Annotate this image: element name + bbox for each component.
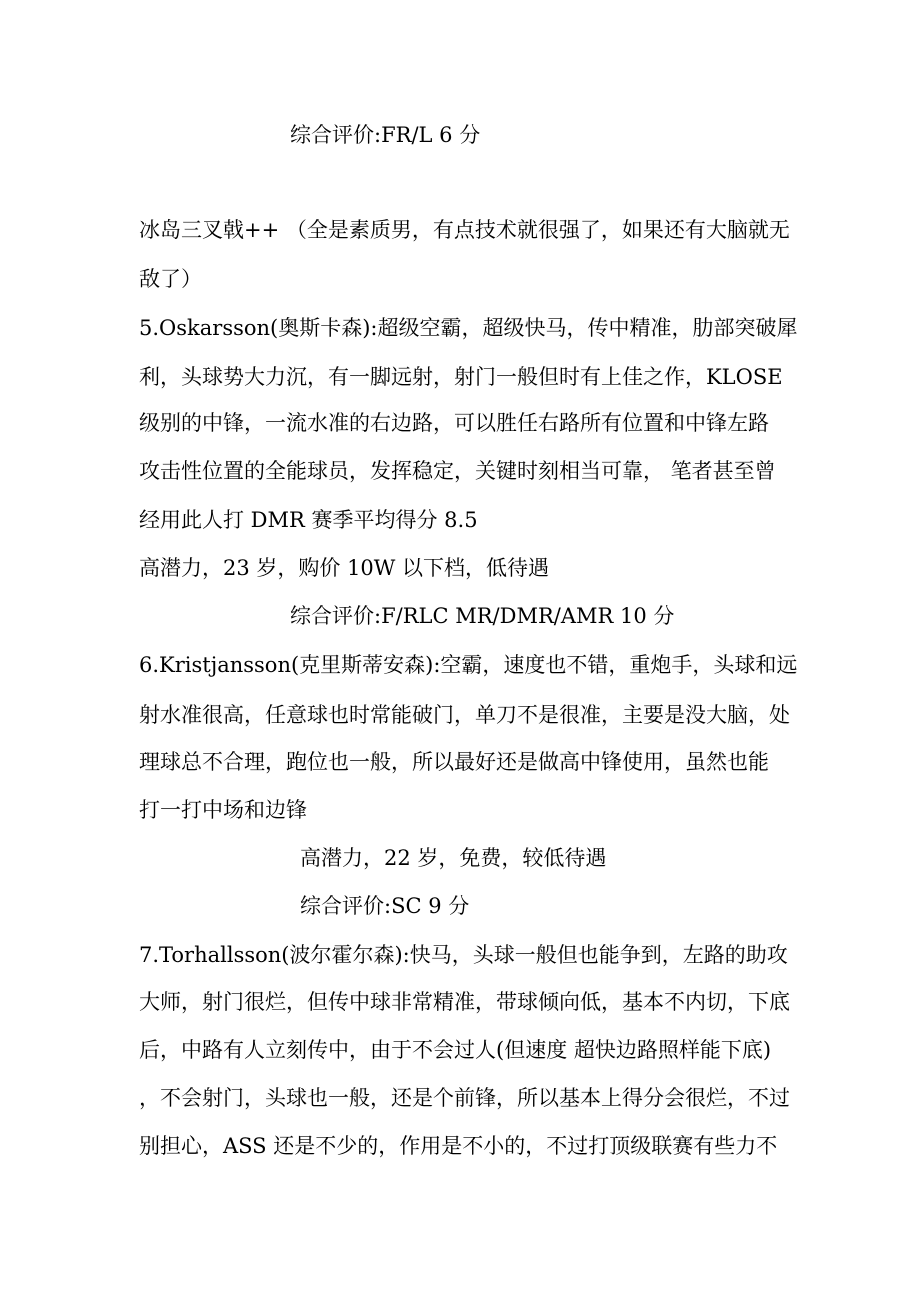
player-7-desc-line-5: 别担心，ASS 还是不少的，作用是不小的，不过打顶级联赛有些力不 [139, 1134, 778, 1158]
section-heading: 冰岛三叉戟++ （全是素质男，有点技术就很强了，如果还有大脑就无 [139, 218, 790, 242]
player-5-desc-line-4: 攻击性位置的全能球员，发挥稳定，关键时刻相当可靠， 笔者甚至曾 [139, 459, 776, 483]
player-6-info: 高潜力，22 岁，免费，较低待遇 [300, 846, 607, 870]
section-heading-cont: 敌了） [139, 267, 202, 291]
player-7-desc-line-2: 大师，射门很烂，但传中球非常精准，带球倾向低，基本不内切，下底 [139, 990, 790, 1014]
player-5-desc-line-3: 级别的中锋，一流水准的右边路，可以胜任右路所有位置和中锋左路 [139, 411, 769, 435]
player-5-desc-line-1: 5.Oskarsson(奥斯卡森):超级空霸，超级快马，传中精准，肋部突破犀 [139, 316, 798, 340]
player-5-rating: 综合评价:F/RLC MR/DMR/AMR 10 分 [290, 604, 675, 628]
player-7-desc-line-1: 7.Torhallsson(波尔霍尔森):快马，头球一般但也能争到，左路的助攻 [139, 943, 788, 967]
player-6-desc-line-4: 打一打中场和边锋 [139, 798, 307, 822]
player-7-desc-line-4: ，不会射门，头球也一般，还是个前锋，所以基本上得分会很烂，不过 [139, 1086, 790, 1110]
player-6-rating: 综合评价:SC 9 分 [300, 894, 470, 918]
player-5-info: 高潜力，23 岁，购价 10W 以下档，低待遇 [139, 556, 550, 580]
player-5-desc-line-2: 利，头球势大力沉，有一脚远射，射门一般但时有上佳之作，KLOSE [139, 365, 783, 389]
player-6-desc-line-3: 理球总不合理，跑位也一般，所以最好还是做高中锋使用，虽然也能 [139, 750, 769, 774]
player-6-desc-line-2: 射水准很高，任意球也时常能破门，单刀不是很准，主要是没大脑，处 [139, 703, 790, 727]
player-6-desc-line-1: 6.Kristjansson(克里斯蒂安森):空霸，速度也不错，重炮手，头球和远 [139, 653, 798, 677]
rating-line-player-4: 综合评价:FR/L 6 分 [290, 123, 481, 147]
player-5-desc-line-5: 经用此人打 DMR 赛季平均得分 8.5 [139, 508, 478, 532]
player-7-desc-line-3: 后，中路有人立刻传中，由于不会过人(但速度 超快边路照样能下底) [139, 1038, 772, 1062]
